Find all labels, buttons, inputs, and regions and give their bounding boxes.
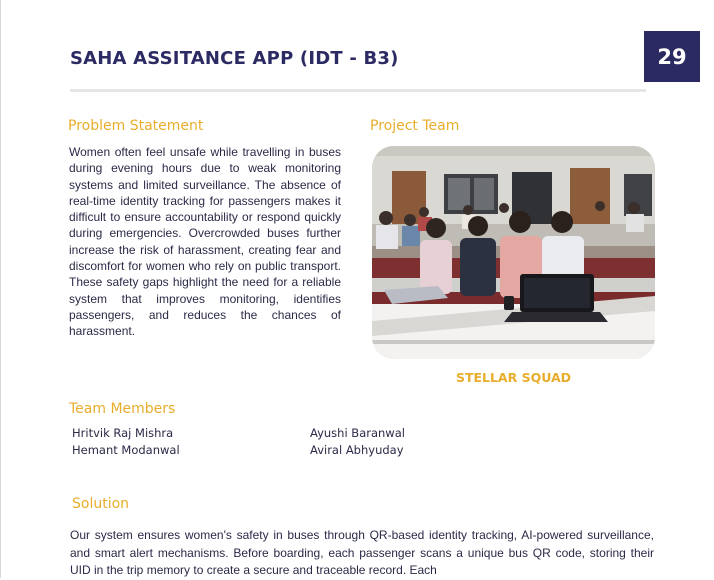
team-photo — [372, 146, 655, 359]
member-name: Aviral Abhyuday — [310, 443, 404, 457]
team-members-list — [72, 426, 492, 458]
page-title: SAHA ASSITANCE APP (IDT - B3) — [70, 48, 399, 69]
member-name: Hritvik Raj Mishra — [72, 426, 174, 440]
team-name: STELLAR SQUAD — [455, 370, 572, 385]
problem-statement-heading: Problem Statement — [68, 118, 204, 134]
title-divider — [70, 89, 646, 92]
member-name: Ayushi Baranwal — [310, 426, 405, 440]
solution-text: Our system ensures women's safety in buses through QR-based identity tracking, AI-powered surveillance, and smart alert mechanisms. Before boarding, each passenger scans a unique bus QR code, storing their UID in the trip memory to create a secure and traceable record. Each — [70, 528, 654, 577]
project-team-heading: Project Team — [370, 118, 460, 134]
team-photo-image — [372, 146, 655, 359]
team-members-heading: Team Members — [69, 401, 176, 417]
solution-heading: Solution — [72, 496, 130, 512]
problem-statement-text: Women often feel unsafe while travelling in buses during evening hours due to weak monitoring systems and limited surveillance. The absence of real-time identity tracking for passengers makes it difficult to ensure accountability or respond quickly during emergencies. Overcrowded buses further increase the risk of harassment, creating fear and discomfort for women who rely on public transport. These safety gaps highlight the need for a reliable system that improves monitoring, identifies passengers, and reduces the chances of harassment. — [69, 145, 341, 339]
page-edge — [0, 0, 1, 578]
page-number-badge: 29 — [644, 31, 700, 82]
member-name: Hemant Modanwal — [72, 443, 180, 457]
